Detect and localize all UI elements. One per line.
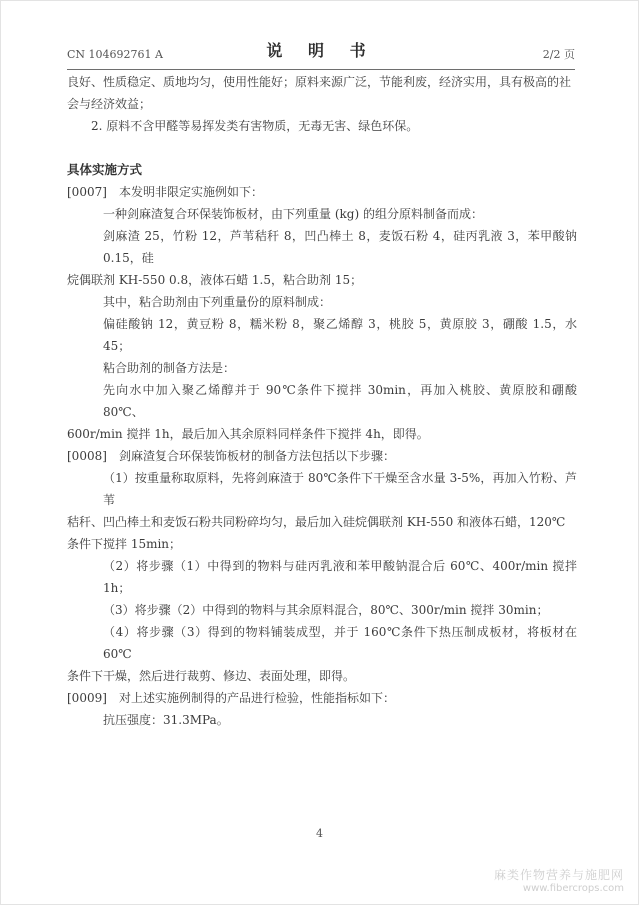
paragraph-tag-0007: [0007] — [67, 185, 107, 199]
step-1-line-1: （1）按重量称取原料，先将剑麻渣于 80℃条件下干燥至含水量 3-5%，再加入竹粉、芦苇 — [103, 471, 577, 507]
paragraph-0009 — [67, 687, 577, 709]
formula-line-1: 剑麻渣 25，竹粉 12，芦苇秸秆 8，凹凸棒土 8，麦饭石粉 4，硅丙乳液 3，苯甲酸钠 0.15，硅 — [103, 229, 577, 265]
paragraph-0007 — [67, 181, 577, 203]
watermark-url: www.fibercrops.com — [522, 883, 624, 894]
formula-line-2: 烷偶联剂 KH-550 0.8，液体石蜡 1.5，粘合助剂 15； — [67, 273, 363, 287]
page-number: 4 — [316, 827, 323, 840]
paragraph-0008 — [67, 445, 577, 467]
paragraph-0007-lead: 本发明非限定实施例如下： — [119, 185, 264, 199]
binder-method-line-1: 先向水中加入聚乙烯醇并于 90℃条件下搅拌 30min，再加入桃胶、黄原胶和硼酸 80℃、 — [103, 383, 577, 419]
paragraph-0009-lead: 对上述实施例制得的产品进行检验，性能指标如下： — [119, 691, 396, 705]
step-3: （3）将步骤（2）中得到的物料与其余原料混合，80℃、300r/min 搅拌 30min； — [103, 603, 549, 617]
intro-line-1: 良好、性质稳定、质地均匀，使用性能好；原料来源广泛，节能利废，经济实用，具有极高的社 — [67, 75, 572, 89]
page-of-indicator: 2/2 页 — [542, 48, 575, 61]
document-body — [67, 71, 577, 731]
paragraph-tag-0008: [0008] — [67, 449, 107, 463]
paragraph-0008-lead: 剑麻渣复合环保装饰板材的制备方法包括以下步骤： — [119, 449, 396, 463]
watermark-site-name: 麻类作物营养与施肥网 — [493, 868, 624, 882]
section-heading: 具体实施方式 — [67, 162, 143, 177]
site-watermark — [494, 868, 624, 896]
formula-intro: 一种剑麻渣复合环保装饰板材，由下列重量 (kg) 的组分原料制备而成： — [103, 207, 483, 221]
binder-formula: 偏硅酸钠 12，黄豆粉 8，糯米粉 8，聚乙烯醇 3，桃胶 5，黄原胶 3，硼酸 1.5，水 45； — [103, 317, 577, 353]
intro-line-2: 会与经济效益； — [67, 97, 152, 111]
test-result: 抗压强度：31.3MPa。 — [103, 713, 229, 727]
document-title: 说 明 书 — [266, 41, 376, 60]
paragraph-tag-0009: [0009] — [67, 691, 107, 705]
patent-number: CN 104692761 A — [67, 48, 163, 61]
step-1-line-3: 条件下搅拌 15min； — [67, 537, 182, 551]
binder-intro: 其中，粘合助剂由下列重量份的原料制成： — [103, 295, 332, 309]
step-2: （2）将步骤（1）中得到的物料与硅丙乳液和苯甲酸钠混合后 60℃、400r/min 搅拌 1h； — [103, 559, 577, 595]
advantage-point-2: 2. 原料不含甲醛等易挥发类有害物质，无毒无害、绿色环保。 — [91, 119, 419, 133]
binder-method-line-2: 600r/min 搅拌 1h，最后加入其余原料同样条件下搅拌 4h，即得。 — [67, 427, 429, 441]
step-1-line-2: 秸秆、凹凸棒土和麦饭石粉共同粉碎均匀，最后加入硅烷偶联剂 KH-550 和液体石蜡，120℃ — [67, 515, 566, 529]
binder-method-heading: 粘合助剂的制备方法是： — [103, 361, 236, 375]
step-4-line-1: （4）将步骤（3）得到的物料铺装成型，并于 160℃条件下热压制成板材，将板材在 60℃ — [103, 625, 577, 661]
page-header — [67, 33, 575, 70]
step-4-line-2: 条件下干燥，然后进行裁剪、修边、表面处理，即得。 — [67, 669, 356, 683]
